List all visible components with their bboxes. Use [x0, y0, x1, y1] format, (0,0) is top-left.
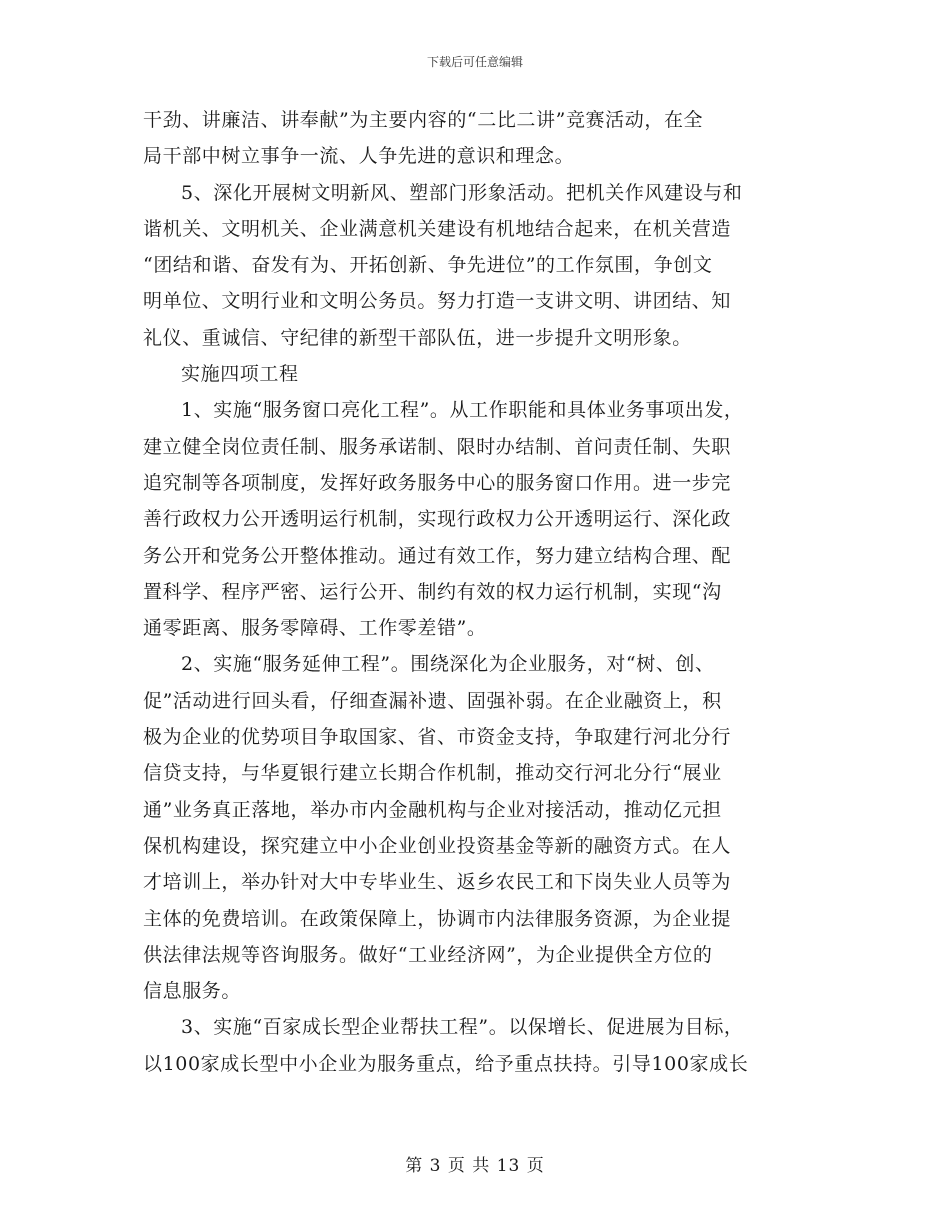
text-line: 保机构建设，探究建立中小企业创业投资基金等新的融资方式。在人: [143, 834, 732, 857]
text-line: 供法律法规等咨询服务。做好“工业经济网”，为企业提供全方位的: [143, 943, 713, 966]
text-line: 才培训上，举办针对大中专毕业生、返乡农民工和下岗失业人员等为: [143, 871, 732, 894]
text-line: 置科学、程序严密、运行公开、制约有效的权力运行机制，实现“沟: [143, 580, 722, 603]
page-header: 下载后可任意编辑: [426, 55, 523, 69]
text-line: 以100家成长型中小企业为服务重点，给予重点扶持。引导100家成长: [143, 1052, 749, 1075]
text-line: 促”活动进行回头看，仔细查漏补遗、固强补弱。在企业融资上，积: [143, 689, 722, 712]
paragraph-start-line: 1、实施“服务窗口亮化工程”。从工作职能和具体业务事项出发，: [181, 399, 744, 422]
text-line: 信息服务。: [143, 980, 242, 1003]
paragraph-start-line: 5、深化开展树文明新风、塑部门形象活动。把机关作风建设与和: [181, 181, 743, 204]
text-line: 追究制等各项制度，发挥好政务服务中心的服务窗口作用。进一步完: [143, 471, 732, 494]
document-body: [143, 102, 823, 1082]
text-line: 谐机关、文明机关、企业满意机关建设有机地结合起来，在机关营造: [143, 217, 732, 240]
text-line: 极为企业的优势项目争取国家、省、市资金支持，争取建行河北分行: [143, 726, 732, 749]
paragraph-start-line: 3、实施“百家成长型企业帮扶工程”。以保增长、促进展为目标，: [181, 1016, 744, 1039]
text-line: “团结和谐、奋发有为、开拓创新、争先进位”的工作氛围，争创文: [143, 254, 713, 277]
text-line: 主体的免费培训。在政策保障上，协调市内法律服务资源，为企业提: [143, 907, 732, 930]
section-heading: 实施四项工程: [181, 363, 299, 386]
text-line: 信贷支持，与华夏银行建立长期合作机制，推动交行河北分行“展业: [143, 762, 722, 785]
text-line: 建立健全岗位责任制、服务承诺制、限时办结制、首问责任制、失职: [143, 435, 732, 458]
text-line: 明单位、文明行业和文明公务员。努力打造一支讲文明、讲团结、知: [143, 290, 732, 313]
text-line: 局干部中树立事争一流、人争先进的意识和理念。: [143, 145, 575, 168]
text-line: 干劲、讲廉洁、讲奉献”为主要内容的“二比二讲”竞赛活动，在全: [143, 109, 704, 131]
text-line: 务公开和党务公开整体推动。通过有效工作，努力建立结构合理、配: [143, 544, 732, 567]
text-line: 善行政权力公开透明运行机制，实现行政权力公开透明运行、深化政: [143, 508, 732, 531]
paragraph-start-line: 2、实施“服务延伸工程”。围绕深化为企业服务，对“树、创、: [181, 653, 715, 676]
text-line: 通零距离、服务零障碍、工作零差错”。: [143, 617, 487, 640]
text-line: 通”业务真正落地，举办市内金融机构与企业对接活动，推动亿元担: [143, 798, 722, 821]
page-number: 第 3 页 共 13 页: [405, 1156, 545, 1176]
text-line: 礼仪、重诚信、守纪律的新型干部队伍，进一步提升文明形象。: [143, 326, 692, 349]
